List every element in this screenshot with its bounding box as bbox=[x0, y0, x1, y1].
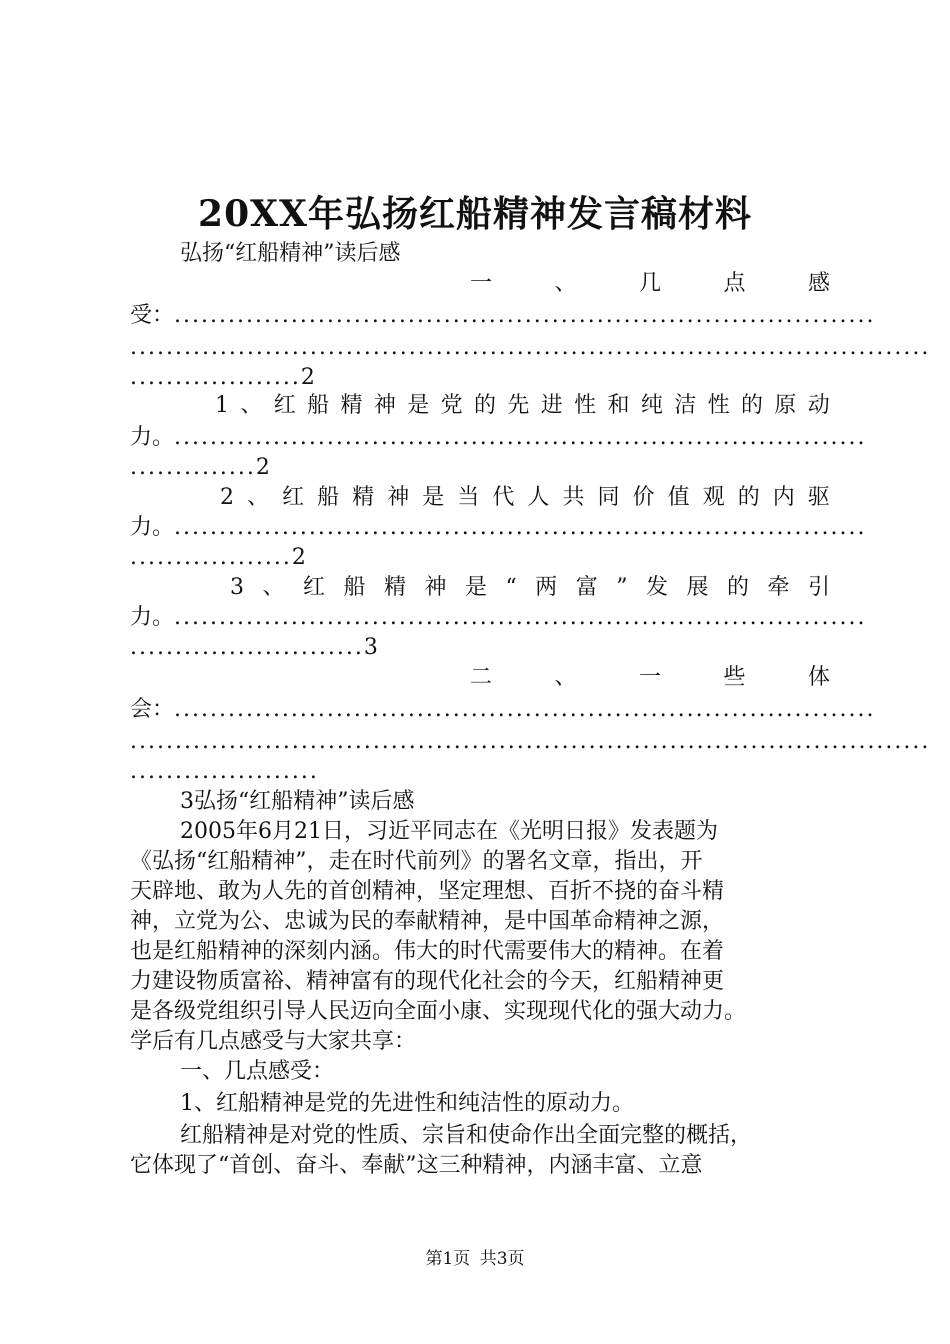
toc-char: 、 bbox=[240, 393, 263, 418]
toc-item-4-page: 3 bbox=[363, 635, 378, 660]
toc-heading: 弘扬“红船精神”读后感 bbox=[180, 241, 401, 266]
toc-item-1-page-line bbox=[130, 364, 830, 392]
dot-leader: .............. bbox=[130, 455, 256, 480]
dot-leader: ..................... bbox=[130, 759, 319, 784]
toc-item-5-leader bbox=[130, 696, 876, 724]
toc-char: 精 bbox=[352, 485, 375, 510]
toc-item-3-leader bbox=[130, 514, 867, 542]
toc-char: 洁 bbox=[674, 393, 697, 418]
toc-item-1-page: 2 bbox=[300, 365, 315, 390]
paragraph-line: 天辟地、敢为人先的首创精神，坚定理想、百折不挠的奋斗精 bbox=[130, 879, 725, 904]
toc-char: 富 bbox=[575, 575, 598, 600]
toc-char: 些 bbox=[723, 665, 746, 690]
toc-char: 红 bbox=[302, 575, 325, 600]
paragraph-line: 红船精神是对党的性质、宗旨和使命作出全面完整的概括， bbox=[180, 1123, 753, 1148]
dot-leader: ............................................................................. bbox=[174, 605, 867, 630]
toc-char: 观 bbox=[702, 485, 725, 510]
toc-char: 值 bbox=[667, 485, 690, 510]
toc-char: 精 bbox=[340, 393, 363, 418]
toc-char: 发 bbox=[645, 575, 668, 600]
toc-char: 是 bbox=[464, 575, 487, 600]
toc-item-2-page-line bbox=[130, 454, 830, 482]
toc-char: 内 bbox=[772, 485, 795, 510]
toc-char: 同 bbox=[597, 485, 620, 510]
toc-char: 神 bbox=[424, 575, 447, 600]
toc-item-1-spread bbox=[470, 270, 830, 298]
toc-char: 、 bbox=[262, 575, 285, 600]
toc-char: 是 bbox=[407, 393, 430, 418]
toc-char: 红 bbox=[273, 393, 296, 418]
toc-char: 驱 bbox=[807, 485, 830, 510]
toc-char: 党 bbox=[440, 393, 463, 418]
toc-char: 引 bbox=[807, 575, 830, 600]
toc-char: 性 bbox=[707, 393, 730, 418]
paragraph-line: 是各级党组织引导人民迈向全面小康、实现现代化的强大动力。 bbox=[130, 999, 747, 1024]
toc-char: 几 bbox=[638, 271, 661, 296]
toc-item-4-spread bbox=[230, 574, 830, 602]
toc-char: 和 bbox=[607, 393, 630, 418]
paragraph-line: 2005年6月21日，习近平同志在《光明日报》发表题为 bbox=[180, 819, 718, 844]
toc-item-3-page-line bbox=[130, 544, 830, 572]
toc-char: 、 bbox=[554, 271, 577, 296]
dot-leader: .............................................................................. bbox=[174, 303, 876, 328]
toc-item-4-leader bbox=[130, 604, 867, 632]
dot-leader: .............................................................................. bbox=[174, 697, 876, 722]
toc-char: 的 bbox=[473, 393, 496, 418]
toc-char: 纯 bbox=[640, 393, 663, 418]
toc-char: 体 bbox=[807, 665, 830, 690]
toc-char: 一 bbox=[638, 665, 661, 690]
toc-char: 展 bbox=[686, 575, 709, 600]
toc-char: 感 bbox=[807, 271, 830, 296]
toc-item-2-leader bbox=[130, 424, 867, 452]
toc-char: 2 bbox=[220, 485, 234, 510]
toc-char: 神 bbox=[373, 393, 396, 418]
toc-char: 人 bbox=[527, 485, 550, 510]
paragraph-line: 也是红船精神的深刻内涵。伟大的时代需要伟大的精神。在着 bbox=[130, 939, 725, 964]
toc-char: 进 bbox=[540, 393, 563, 418]
toc-char: 船 bbox=[343, 575, 366, 600]
paragraph-line: 力建设物质富裕、精神富有的现代化社会的今天，红船精神更 bbox=[130, 969, 725, 994]
toc-char: 的 bbox=[740, 393, 763, 418]
toc-char: 点 bbox=[723, 271, 746, 296]
dot-leader: ......................................................................................... bbox=[130, 335, 931, 360]
toc-char: 1 bbox=[215, 393, 229, 418]
toc-char: 的 bbox=[737, 485, 760, 510]
toc-char: 是 bbox=[422, 485, 445, 510]
dot-leader: ............................................................................. bbox=[174, 515, 867, 540]
paragraph-line: 它体现了“首创、奋斗、奉献”这三种精神，内涵丰富、立意 bbox=[130, 1153, 703, 1178]
toc-char: 先 bbox=[507, 393, 530, 418]
toc-char: 当 bbox=[457, 485, 480, 510]
toc-char: 船 bbox=[317, 485, 340, 510]
dot-leader: ................... bbox=[130, 365, 301, 390]
toc-char: ” bbox=[616, 575, 628, 600]
subheading: 一、几点感受： bbox=[180, 1059, 335, 1084]
paragraph-line: 神，立党为公、忠诚为民的奉献精神，是中国革命精神之源， bbox=[130, 909, 725, 934]
page-number: 第1页 bbox=[425, 1249, 471, 1269]
section-heading: 3弘扬“红船精神”读后感 bbox=[180, 789, 415, 814]
toc-char: 牵 bbox=[767, 575, 790, 600]
toc-char: 、 bbox=[554, 665, 577, 690]
dot-leader: ......................................................................................... bbox=[130, 729, 931, 754]
toc-item-3-tail: 力。 bbox=[130, 515, 175, 540]
toc-item-4-tail: 力。 bbox=[130, 605, 175, 630]
paragraph-line: 学后有几点感受与大家共享： bbox=[130, 1029, 417, 1054]
page-footer bbox=[0, 1244, 950, 1269]
toc-item-5-spread bbox=[470, 664, 830, 692]
toc-char: 一 bbox=[470, 271, 493, 296]
toc-char: 神 bbox=[387, 485, 410, 510]
document-title: 20XX年弘扬红船精神发言稿材料 bbox=[198, 193, 752, 235]
toc-item-2-spread bbox=[215, 392, 830, 420]
dot-leader: .......................... bbox=[130, 635, 364, 660]
dot-leader: ............................................................................. bbox=[174, 425, 867, 450]
toc-item-2-page: 2 bbox=[255, 455, 270, 480]
toc-item-1-tail: 受： bbox=[130, 303, 175, 328]
toc-char: 性 bbox=[574, 393, 597, 418]
page-total: 共3页 bbox=[479, 1249, 525, 1269]
toc-char: “ bbox=[505, 575, 517, 600]
toc-char: 二 bbox=[470, 665, 493, 690]
toc-char: 红 bbox=[282, 485, 305, 510]
toc-item-5-tail: 会： bbox=[130, 697, 175, 722]
toc-char: 船 bbox=[307, 393, 330, 418]
toc-item-3-spread bbox=[220, 484, 830, 512]
toc-char: 精 bbox=[383, 575, 406, 600]
toc-item-1-leader bbox=[130, 302, 876, 330]
dot-leader: .................. bbox=[130, 545, 292, 570]
toc-char: 的 bbox=[726, 575, 749, 600]
paragraph-line: 《弘扬“红船精神”，走在时代前列》的署名文章，指出，开 bbox=[130, 849, 703, 874]
toc-char: 共 bbox=[562, 485, 585, 510]
toc-char: 价 bbox=[632, 485, 655, 510]
subheading: 1、红船精神是党的先进性和纯洁性的原动力。 bbox=[180, 1091, 634, 1116]
toc-char: 原 bbox=[774, 393, 797, 418]
toc-item-4-page-line bbox=[130, 634, 830, 662]
toc-item-2-tail: 力。 bbox=[130, 425, 175, 450]
toc-char: 动 bbox=[807, 393, 830, 418]
toc-char: 3 bbox=[230, 575, 244, 600]
toc-char: 两 bbox=[535, 575, 558, 600]
toc-char: 代 bbox=[492, 485, 515, 510]
toc-char: 、 bbox=[247, 485, 270, 510]
toc-item-3-page: 2 bbox=[291, 545, 306, 570]
